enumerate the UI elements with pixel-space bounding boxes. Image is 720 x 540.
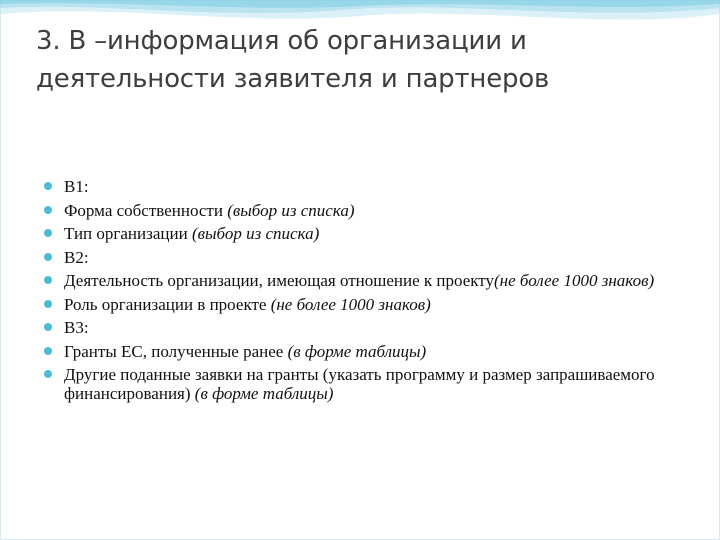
- item-note: (не более 1000 знаков): [493, 271, 655, 290]
- bullet-icon: [44, 229, 52, 237]
- item-text: B1:: [64, 177, 89, 196]
- list-item: [44, 177, 684, 196]
- list-item: [44, 248, 684, 267]
- item-text: Гранты ЕС, полученные ранее: [64, 341, 288, 361]
- item-text: Роль организации в проекте: [64, 294, 271, 314]
- item-note: (в форме таблицы): [194, 384, 334, 403]
- bullet-icon: [44, 347, 52, 355]
- list-item: [44, 365, 684, 403]
- bullet-list: [44, 177, 684, 408]
- list-item: [44, 271, 684, 290]
- bullet-icon: [44, 276, 52, 284]
- list-item: [44, 318, 684, 337]
- list-item: [44, 201, 684, 220]
- bullet-icon: [44, 206, 52, 214]
- bullet-icon: [44, 253, 52, 261]
- item-note: (в форме таблицы): [287, 341, 427, 361]
- item-text: Тип организации: [64, 224, 192, 243]
- item-text: Форма собственности: [64, 200, 228, 220]
- list-item: [44, 224, 684, 243]
- item-text: B3:: [64, 318, 89, 337]
- item-note: (выбор из списка): [191, 224, 320, 243]
- item-text: Другие поданные заявки на гранты (указать программу и размер запрашиваемого финансирования): [64, 365, 655, 403]
- list-item: [44, 295, 684, 314]
- bullet-icon: [44, 323, 52, 331]
- item-text: Деятельность организации, имеющая отношение к проекту: [64, 271, 494, 290]
- item-text: B2:: [64, 247, 89, 267]
- list-item: [44, 342, 684, 361]
- item-note: (выбор из списка): [227, 200, 355, 220]
- slide-title: 3. В –информация об организации и деятельности заявителя и партнеров: [36, 26, 550, 94]
- item-note: (не более 1000 знаков): [270, 294, 431, 314]
- bullet-icon: [44, 300, 52, 308]
- bullet-icon: [44, 182, 52, 190]
- bullet-icon: [44, 370, 52, 378]
